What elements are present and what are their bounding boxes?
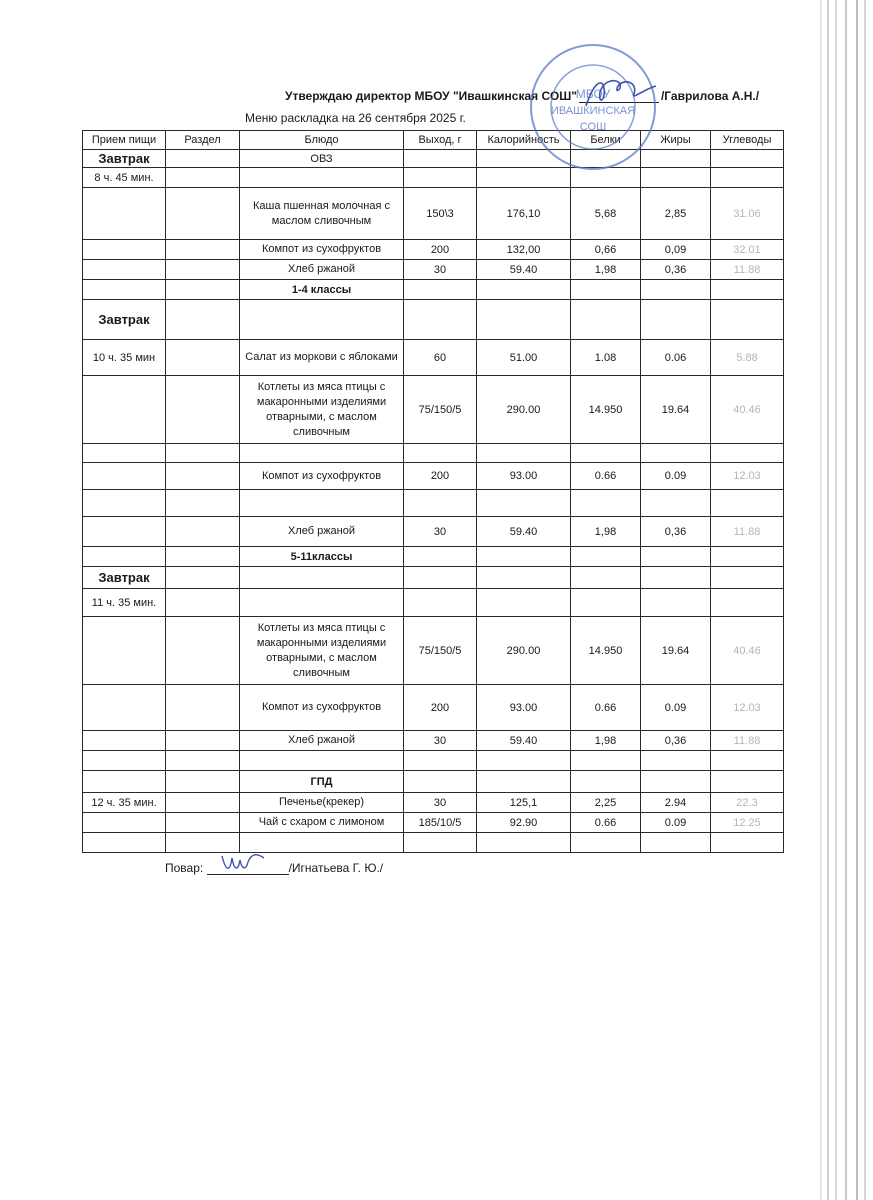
fat-value: 0.06 [641,340,711,376]
dish-name: Компот из сухофруктов [240,463,404,490]
cook-prefix: Повар: [165,861,204,875]
yield-value: 150\3 [404,188,477,240]
approval-suffix: /Гаврилова А.Н./ [660,89,760,103]
calories-value: 59.40 [477,517,571,547]
yield-value: 60 [404,340,477,376]
scan-artifact [827,0,829,1200]
protein-value: 1,98 [571,517,641,547]
menu-table [82,130,784,853]
calories-value: 125,1 [477,793,571,813]
fat-value: 0.09 [641,463,711,490]
dish-name: Каша пшенная молочная с маслом сливочным [240,188,404,240]
fat-value: 0,36 [641,517,711,547]
calories-value: 92.90 [477,813,571,833]
carbs-value: 12.25 [711,813,784,833]
yield-value: 200 [404,240,477,260]
carbs-value: 11.88 [711,731,784,751]
fat-value: 2.94 [641,793,711,813]
table-row [83,188,784,240]
table-row [83,567,784,589]
fat-value: 0,09 [641,240,711,260]
table-row [83,813,784,833]
section-row [83,771,784,793]
table-header-row [83,131,784,150]
calories-value: 176,10 [477,188,571,240]
meal-time: 11 ч. 35 мин. [83,589,166,617]
scan-artifact [864,0,866,1200]
table-row [83,444,784,463]
dish-name: Чай с схаром с лимоном [240,813,404,833]
fat-value: 0,36 [641,260,711,280]
yield-value: 30 [404,517,477,547]
protein-value: 0.66 [571,813,641,833]
col-header-protein: Белки [571,131,641,150]
calories-value: 51.00 [477,340,571,376]
carbs-value: 32.01 [711,240,784,260]
section-label: 1-4 классы [240,280,404,300]
col-header-yield: Выход, г [404,131,477,150]
col-header-fat: Жиры [641,131,711,150]
table-row [83,517,784,547]
protein-value: 0.66 [571,685,641,731]
table-row [83,300,784,340]
calories-value: 93.00 [477,685,571,731]
fat-value: 0.09 [641,813,711,833]
cook-signature [218,848,268,876]
table-row [83,751,784,771]
table-row [83,793,784,813]
approval-prefix: Утверждаю директор МБОУ "Ивашкинская СОШ" [285,89,577,103]
carbs-value: 40.46 [711,376,784,444]
meal-name: Завтрак [83,150,166,168]
cook-line [165,861,383,875]
dish-name: Хлеб ржаной [240,260,404,280]
yield-value: 185/10/5 [404,813,477,833]
section-row [83,547,784,567]
director-signature [580,72,660,112]
protein-value: 0,66 [571,240,641,260]
calories-value: 59.40 [477,731,571,751]
protein-value: 14.950 [571,376,641,444]
table-row [83,376,784,444]
scan-artifact [845,0,847,1200]
section-label: 5-11классы [240,547,404,567]
fat-value: 0,36 [641,731,711,751]
table-row [83,463,784,490]
protein-value: 14.950 [571,617,641,685]
table-row [83,240,784,260]
meal-name: Завтрак [83,567,166,589]
stamp-bottom-text: СОШ [579,121,607,133]
fat-value: 0.09 [641,685,711,731]
table-row [83,685,784,731]
approval-line [285,89,759,103]
meal-name: Завтрак [83,300,166,340]
protein-value: 0.66 [571,463,641,490]
section-cell: ОВЗ [240,150,404,168]
scan-artifact [835,0,837,1200]
yield-value: 75/150/5 [404,617,477,685]
protein-value: 2,25 [571,793,641,813]
carbs-value: 12.03 [711,463,784,490]
fat-value: 19.64 [641,376,711,444]
section-label: ГПД [240,771,404,793]
dish-name: Печенье(крекер) [240,793,404,813]
scan-artifact [856,0,858,1200]
calories-value: 290.00 [477,376,571,444]
col-header-calories: Калорийность [477,131,571,150]
dish-name: Хлеб ржаной [240,731,404,751]
menu-subtitle: Меню раскладка на 26 сентября 2025 г. [245,111,466,125]
dish-name: Хлеб ржаной [240,517,404,547]
carbs-value: 12.03 [711,685,784,731]
yield-value: 30 [404,793,477,813]
yield-value: 200 [404,685,477,731]
carbs-value: 11.88 [711,260,784,280]
dish-name: Котлеты из мяса птицы с макаронными изделиями отварными, с маслом сливочным [240,376,404,444]
col-header-dish: Блюдо [240,131,404,150]
calories-value: 132,00 [477,240,571,260]
protein-value: 1,98 [571,731,641,751]
yield-value: 200 [404,463,477,490]
table-row [83,168,784,188]
meal-time: 8 ч. 45 мин. [83,168,166,188]
meal-time: 12 ч. 35 мин. [83,793,166,813]
table-row [83,260,784,280]
carbs-value: 5.88 [711,340,784,376]
stamp-center-text: МБОУ [575,87,611,101]
fat-value: 19.64 [641,617,711,685]
col-header-section: Раздел [166,131,240,150]
protein-value: 1.08 [571,340,641,376]
stamp-name-text: ИВАШКИНСКАЯ [550,105,636,117]
protein-value: 5,68 [571,188,641,240]
yield-value: 30 [404,260,477,280]
dish-name: Салат из моркови с яблоками [240,340,404,376]
table-row [83,150,784,168]
cook-suffix: /Игнатьева Г. Ю./ [288,861,384,875]
col-header-meal: Прием пищи [83,131,166,150]
carbs-value: 11.88 [711,517,784,547]
table-row [83,589,784,617]
table-row [83,340,784,376]
calories-value: 290.00 [477,617,571,685]
calories-value: 59.40 [477,260,571,280]
protein-value: 1,98 [571,260,641,280]
yield-value: 75/150/5 [404,376,477,444]
meal-time: 10 ч. 35 мин [83,340,166,376]
carbs-value: 31.06 [711,188,784,240]
dish-name: Компот из сухофруктов [240,685,404,731]
col-header-carbs: Углеводы [711,131,784,150]
carbs-value: 40.46 [711,617,784,685]
section-row [83,280,784,300]
carbs-value: 22.3 [711,793,784,813]
yield-value: 30 [404,731,477,751]
dish-name: Котлеты из мяса птицы с макаронными изделиями отварными, с маслом сливочным [240,617,404,685]
table-row [83,731,784,751]
scan-artifact [820,0,822,1200]
dish-name: Компот из сухофруктов [240,240,404,260]
fat-value: 2,85 [641,188,711,240]
table-row [83,490,784,517]
table-row [83,617,784,685]
calories-value: 93.00 [477,463,571,490]
table-row [83,833,784,853]
